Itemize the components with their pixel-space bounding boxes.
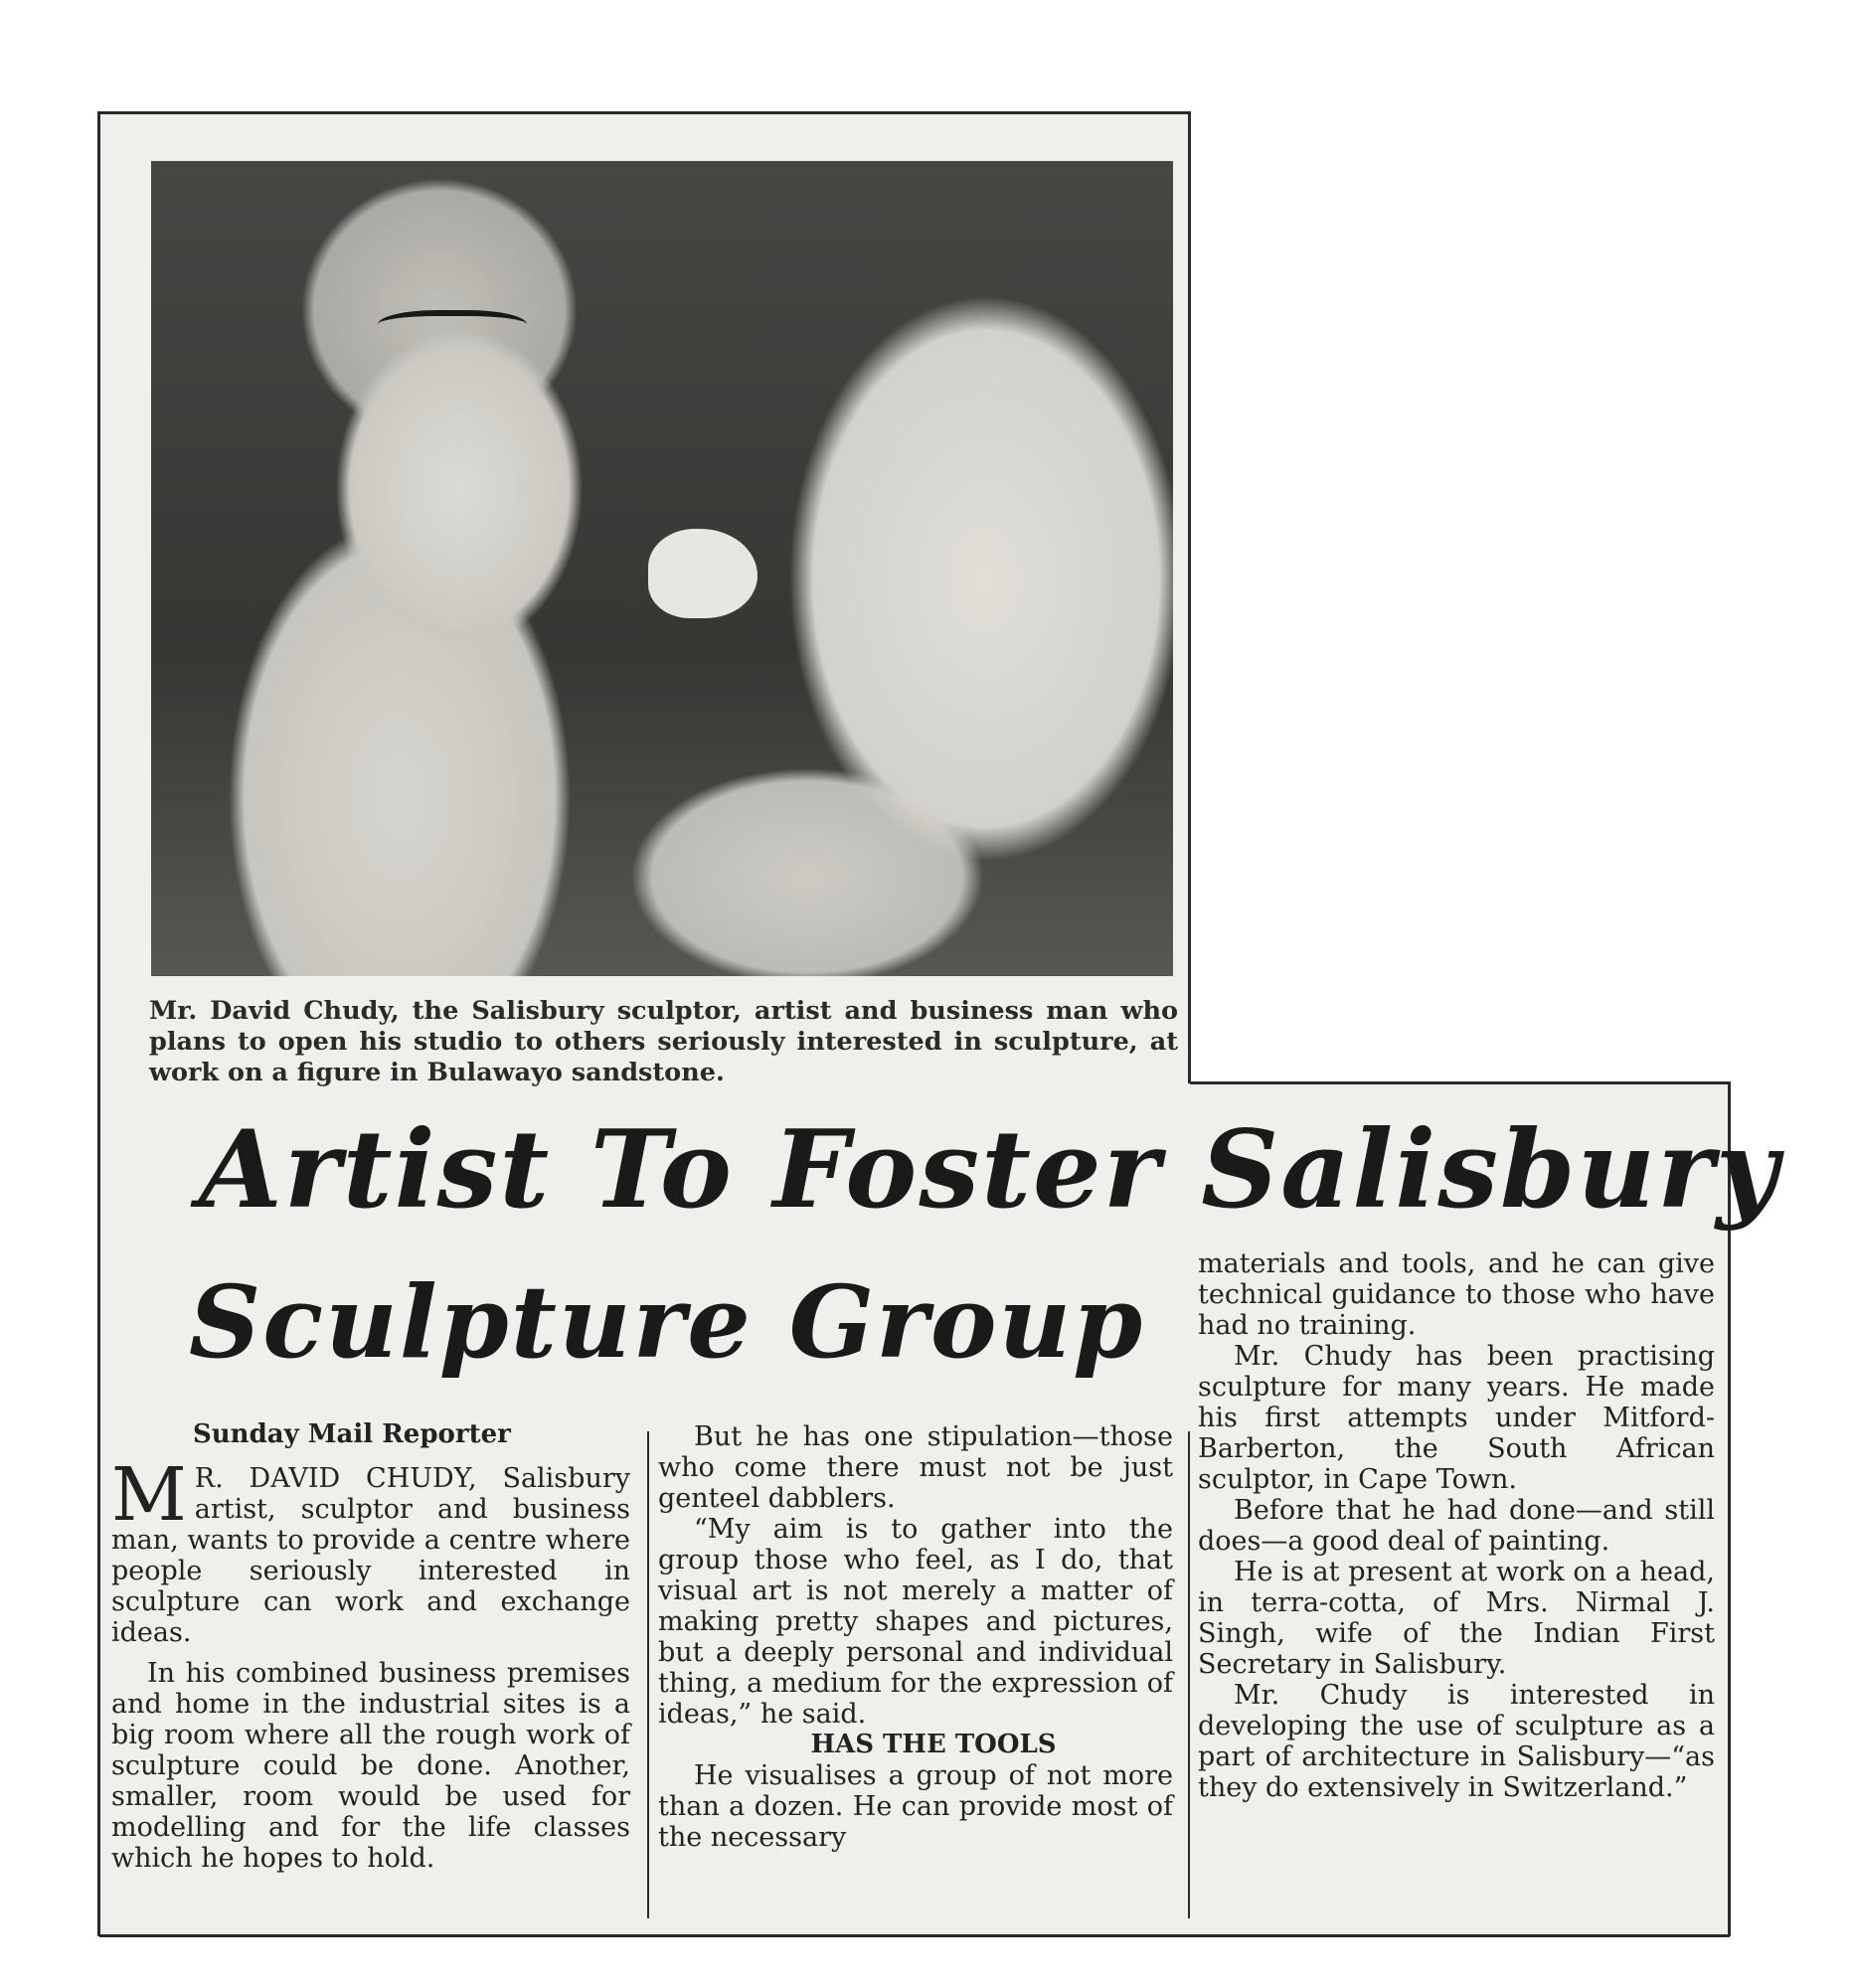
paragraph-text: R. DAVID CHUDY, Salisbury artist, sculptor and business man, wants to provide a centre where people seriously interested in sculpture can work and exchange ideas. [111, 1463, 630, 1648]
drop-cap: M [111, 1452, 187, 1538]
column-rule-2 [1188, 1431, 1190, 1918]
article-column-2 [658, 1421, 1173, 1853]
subheading: HAS THE TOOLS [810, 1730, 1057, 1759]
paragraph: Before that he had done—and still does—a good deal of painting. [1198, 1495, 1715, 1557]
glasses-shape [378, 310, 527, 346]
article-column-3 [1198, 1248, 1715, 1803]
clipping-cutout [1190, 99, 1853, 1083]
paragraph: But he has one stipulation—those who come there must not be just genteel dabblers. [658, 1421, 1173, 1514]
paragraph: “My aim is to gather into the group those who feel, as I do, that visual art is not merely a matter of making pretty shapes and pictures, but a deeply personal and individual thing, a medium for the expression of ideas,” he said. [658, 1514, 1173, 1730]
paragraph [111, 1452, 630, 1648]
column-rule-1 [647, 1431, 649, 1918]
border-top-right [1190, 1081, 1730, 1084]
border-left [97, 111, 100, 1936]
article-column-1 [111, 1452, 630, 1874]
border-photo-right [1188, 111, 1191, 1083]
hand-shape [648, 529, 758, 618]
paragraph: Mr. Chudy is interested in developing the use of sculpture as a part of architecture in Salisbury—“as they do extensively in Switzerland.” [1198, 1680, 1715, 1803]
paragraph: materials and tools, and he can give technical guidance to those who have had no training. [1198, 1248, 1715, 1341]
paragraph: He is at present at work on a head, in terra-cotta, of Mrs. Nirmal J. Singh, wife of the Indian First Secretary in Salisbury. [1198, 1557, 1715, 1680]
paragraph: Mr. Chudy has been practising sculpture for many years. He made his first attempts under Mitford-Barberton, the South African sculptor, in Cape Town. [1198, 1341, 1715, 1495]
headline-line-1: Artist To Foster Salisbury [199, 1107, 1780, 1233]
paragraph: In his combined business premises and home in the industrial sites is a big room where all the rough work of sculpture could be done. Another, smaller, room would be used for modelling and for the life classes which he hopes to hold. [111, 1658, 630, 1874]
paragraph: He visualises a group of not more than a dozen. He can provide most of the necessary [658, 1760, 1173, 1853]
byline: Sunday Mail Reporter [193, 1419, 511, 1449]
border-top-left [99, 111, 1190, 114]
headline-line-2: Sculpture Group [189, 1263, 1145, 1381]
sculptor-photo [151, 161, 1173, 976]
photo-caption: Mr. David Chudy, the Salisbury sculptor, artist and business man who plans to open his studio to others seriously interested in sculpture, at work on a figure in Bulawayo sandstone. [149, 996, 1178, 1087]
border-bottom [99, 1934, 1730, 1937]
